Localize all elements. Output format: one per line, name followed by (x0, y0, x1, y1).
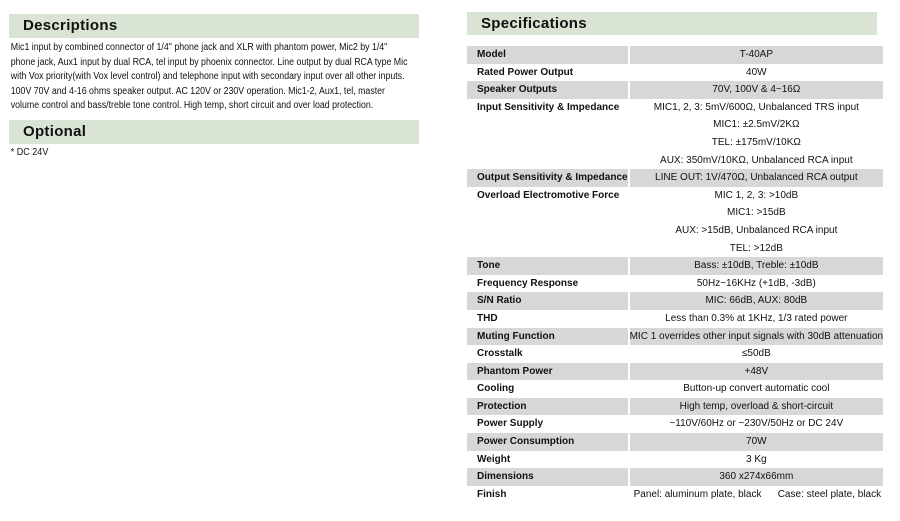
spec-row (467, 415, 883, 433)
spec-value-cell (629, 275, 883, 293)
specifications-title: Specifications (481, 15, 587, 32)
spec-value-cell (629, 380, 883, 398)
spec-value: MIC 1, 2, 3: >10dB (714, 189, 799, 201)
spec-value: ~110V/60Hz or ~230V/50Hz or DC 24V (669, 418, 844, 430)
spec-label-cell (467, 363, 629, 381)
spec-value: MIC1, 2, 3: 5mV/600Ω, Unbalanced TRS input (653, 101, 859, 113)
spec-value: ≤50dB (741, 348, 771, 360)
spec-label: Power Consumption (477, 436, 575, 448)
spec-row (467, 64, 883, 82)
spec-value: Case: steel plate, black (777, 489, 882, 501)
spec-label-cell (467, 169, 629, 187)
spec-value: +48V (744, 365, 769, 377)
spec-value: 70W (746, 436, 767, 448)
spec-value-cell (629, 64, 883, 82)
spec-label: Model (477, 49, 506, 60)
spec-value-cell (629, 345, 883, 363)
spec-row (467, 81, 883, 99)
spec-label: Input Sensitivity & Impedance (477, 101, 620, 113)
spec-label: Rated Power Output (477, 66, 574, 78)
spec-label: Weight (477, 453, 511, 465)
spec-value: High temp, overload & short-circuit (679, 400, 834, 412)
spec-value: MIC: 66dB, AUX: 80dB (705, 295, 808, 307)
descriptions-text: Mic1 input by combined connector of 1/4" phone jack and XLR with phantom power, Mic2 by 1/4" phone jack, Aux1 input by dual RCA, tel input by phoenix connector. Line output by dual RCA type Mic with Vox priority(with Vox level control) and telephone input with secondary input over all other inputs. 100V 70V and 4-16 ohms speaker output. AC 120V or 230V operation. Mic1-2, Aux1, tel, master volume control and bass/treble tone control. High temp, short circuit and over load protection. (10, 42, 408, 112)
spec-value-cell (629, 486, 883, 504)
spec-label-cell (467, 380, 629, 398)
spec-value-cell (629, 328, 883, 346)
spec-row (467, 345, 883, 363)
spec-label: Muting Function (477, 330, 555, 342)
spec-label-cell (467, 415, 629, 433)
spec-value-cell (629, 81, 883, 99)
spec-row (467, 328, 883, 346)
spec-value-cell (629, 292, 883, 310)
spec-value: Less than 0.3% at 1KHz, 1/3 rated power (665, 312, 848, 324)
spec-label: Crosstalk (477, 348, 523, 360)
spec-row (467, 46, 883, 64)
spec-value: TEL: ±175mV/10KΩ (711, 136, 801, 148)
spec-row (467, 398, 883, 416)
specifications-table (467, 46, 883, 503)
spec-value: Bass: ±10dB, Treble: ±10dB (694, 260, 819, 272)
spec-value: MIC1: ±2.5mV/2KΩ (713, 119, 800, 131)
spec-row (467, 275, 883, 293)
spec-label: Tone (477, 260, 501, 272)
spec-value: 40W (746, 66, 767, 78)
spec-label: Frequency Response (477, 277, 579, 289)
right-column (467, 12, 884, 503)
spec-row (467, 292, 883, 310)
spec-label: Finish (477, 488, 507, 500)
spec-value: AUX: 350mV/10KΩ, Unbalanced RCA input (660, 154, 853, 166)
spec-label: S/N Ratio (477, 295, 522, 307)
spec-value-cell (629, 310, 883, 328)
spec-value: MIC 1 overrides other input signals with 30dB attenuation (629, 330, 884, 342)
spec-label-cell (467, 46, 629, 64)
spec-label: THD (477, 312, 498, 324)
spec-value-cell (629, 468, 883, 486)
spec-value: 70V, 100V & 4~16Ω (712, 84, 801, 96)
spec-row (467, 310, 883, 328)
spec-value: LINE OUT: 1V/470Ω, Unbalanced RCA output (655, 172, 858, 184)
spec-value: T-40AP (739, 49, 774, 60)
spec-value-cell (629, 433, 883, 451)
spec-value-cell (629, 257, 883, 275)
spec-row (467, 257, 883, 275)
spec-value: Panel: aluminum plate, black (633, 489, 762, 501)
spec-row (467, 451, 883, 469)
spec-value: 3 Kg (746, 453, 767, 465)
spec-value-cell (629, 99, 883, 169)
spec-label: Protection (477, 400, 527, 412)
spec-value-cell (629, 187, 883, 257)
spec-label: Power Supply (477, 418, 544, 430)
spec-value: MIC1: >15dB (727, 207, 786, 219)
spec-label-cell (467, 275, 629, 293)
spec-row (467, 468, 883, 486)
spec-row (467, 169, 883, 187)
spec-label-cell (467, 64, 629, 82)
spec-label-cell (467, 345, 629, 363)
spec-label-cell (467, 99, 629, 169)
spec-label: Speaker Outputs (477, 84, 558, 96)
spec-value-cell (629, 415, 883, 433)
optional-item: * DC 24V (10, 147, 49, 158)
spec-value: Button-up convert automatic cool (683, 383, 830, 395)
spec-label-cell (467, 398, 629, 416)
spec-label: Phantom Power (477, 365, 553, 377)
spec-row (467, 363, 883, 381)
spec-value-cell (629, 451, 883, 469)
spec-value: 50Hz~16KHz (+1dB, -3dB) (696, 277, 816, 289)
spec-label-cell (467, 187, 629, 257)
spec-value-cell (629, 398, 883, 416)
spec-value: TEL: >12dB (729, 242, 783, 254)
spec-label-cell (467, 451, 629, 469)
spec-row (467, 187, 883, 257)
spec-row (467, 380, 883, 398)
spec-label-cell (467, 292, 629, 310)
spec-label-cell (467, 486, 629, 504)
optional-header (9, 120, 419, 144)
specifications-header (467, 12, 877, 35)
spec-label-cell (467, 310, 629, 328)
spec-value-cell (629, 169, 883, 187)
spec-row (467, 99, 883, 169)
spec-label: Dimensions (477, 471, 534, 483)
descriptions-title: Descriptions (23, 17, 118, 34)
spec-label-cell (467, 433, 629, 451)
spec-label: Cooling (477, 383, 515, 395)
spec-label: Output Sensitivity & Impedance (477, 172, 628, 184)
spec-value: 360 x274x66mm (719, 471, 794, 483)
spec-label-cell (467, 328, 629, 346)
spec-row (467, 433, 883, 451)
spec-label: Overload Electromotive Force (477, 189, 620, 201)
descriptions-header (9, 14, 419, 38)
left-column (9, 14, 419, 161)
optional-title: Optional (23, 123, 87, 140)
spec-label-cell (467, 257, 629, 275)
spec-value-cell (629, 363, 883, 381)
spec-label-cell (467, 81, 629, 99)
spec-label-cell (467, 468, 629, 486)
spec-value-cell (629, 46, 883, 64)
spec-value: AUX: >15dB, Unbalanced RCA input (675, 224, 838, 236)
spec-row (467, 486, 883, 504)
